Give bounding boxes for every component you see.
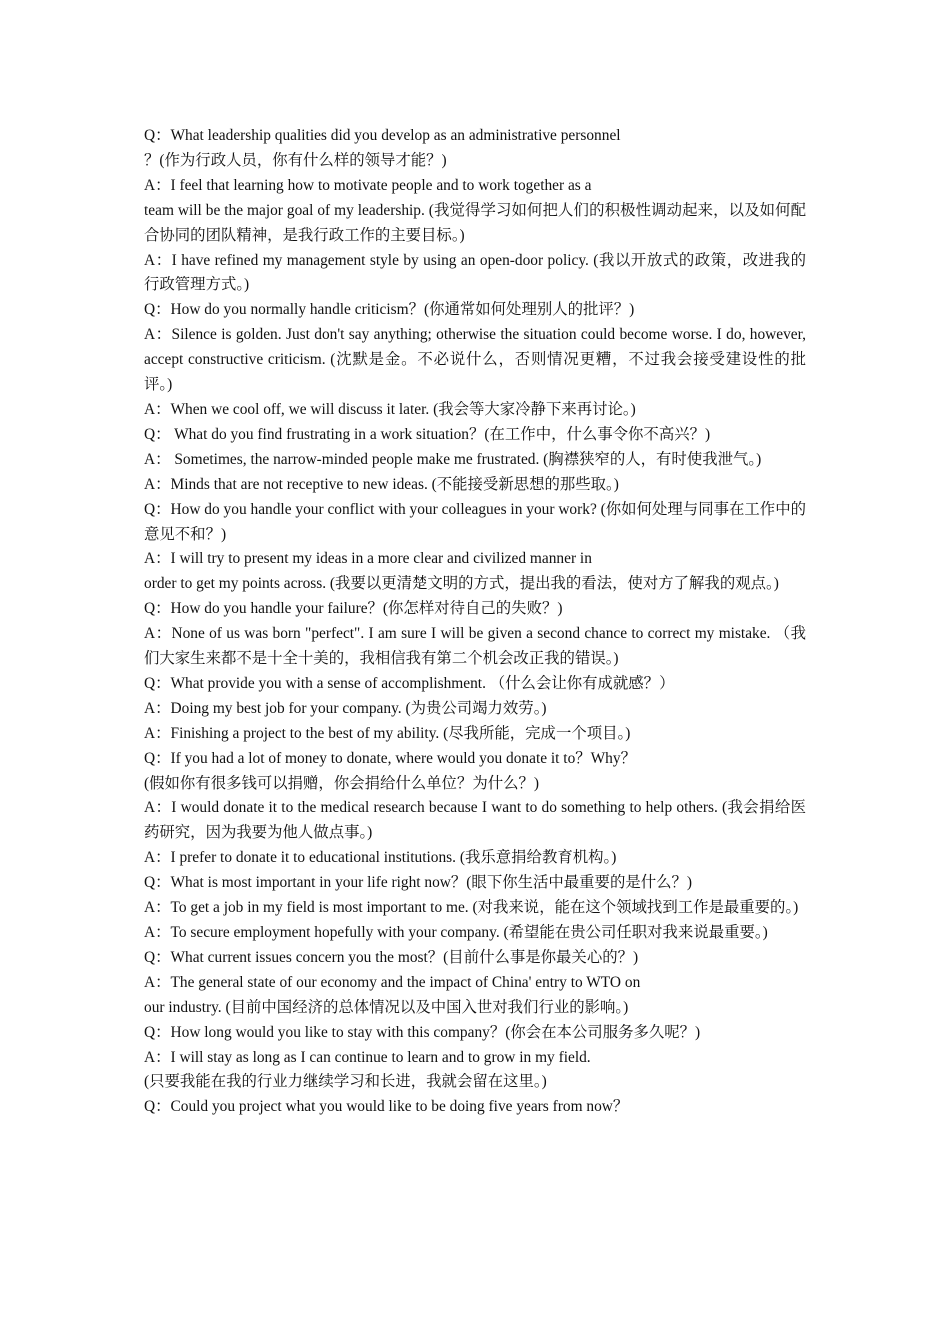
paragraph: A：When we cool off, we will discuss it later. (我会等大家冷静下来再讨论。) [144,400,636,418]
paragraph: Q：How do you normally handle criticism？(你通常如何处理别人的批评？) [144,301,635,319]
paragraph: A：I prefer to donate it to educational institutions. (我乐意捐给教育机构。) [144,849,617,867]
paragraph: A：Doing my best job for your company. (为贵公司竭力效劳。) [144,699,547,717]
paragraph: A： Sometimes, the narrow-minded people make me frustrated. (胸襟狭窄的人，有时使我泄气。) [144,450,762,468]
paragraph: A：I will try to present my ideas in a more clear and civilized manner in [144,550,592,568]
paragraph: A：I feel that learning how to motivate people and to work together as a [144,176,592,194]
paragraph: Q： What do you find frustrating in a work situation？(在工作中，什么事令你不高兴？) [144,425,711,443]
paragraph: ？(作为行政人员，你有什么样的领导才能？) [144,151,447,169]
paragraph: A：I will stay as long as I can continue to learn and to grow in my field. [144,1048,591,1066]
document-body [144,124,806,1120]
paragraph: A：Finishing a project to the best of my ability. (尽我所能，完成一个项目。) [144,724,631,742]
paragraph: A：To secure employment hopefully with your company. (希望能在贵公司任职对我来说最重要。) [144,924,768,941]
paragraph: A：Silence is golden. Just don't say anything; otherwise the situation could become worse. I do, however, accept constructive criticism. (沈默是金。不必说什么，否则情况更糟，不过我会接受建设性的批评。) [144,326,806,394]
paragraph: Q：How do you handle your failure？(你怎样对待自己的失败？) [144,600,563,618]
paragraph: order to get my points across. (我要以更清楚文明的方式，提出我的看法，使对方了解我的观点。) [144,575,779,593]
paragraph: Q：What is most important in your life right now？(眼下你生活中最重要的是什么？) [144,874,693,892]
paragraph: A：None of us was born "perfect". I am sure I will be given a second chance to correct my mistake. （我们大家生来都不是十全十美的，我相信我有第二个机会改正我的错误。) [144,625,806,668]
paragraph: A：Minds that are not receptive to new ideas. (不能接受新思想的那些取。) [144,475,619,493]
paragraph: A：The general state of our economy and the impact of China' entry to WTO on [144,973,641,991]
paragraph: (假如你有很多钱可以捐赠，你会捐给什么单位？为什么？) [144,774,540,792]
paragraph: A：To get a job in my field is most important to me. (对我来说，能在这个领域找到工作是最重要的。) [144,899,799,917]
paragraph: (只要我能在我的行业力继续学习和长进，我就会留在这里。) [144,1073,547,1091]
paragraph: Q：What current issues concern you the most？(目前什么事是你最关心的？) [144,948,639,966]
paragraph: Q：What provide you with a sense of accomplishment. （什么会让你有成就感？） [144,674,675,692]
paragraph: Q：How do you handle your conflict with your colleagues in your work? (你如何处理与同事在工作中的意见不和？) [144,500,806,543]
paragraph: team will be the major goal of my leadership. (我觉得学习如何把人们的积极性调动起来，以及如何配合协同的团队精神，是我行政工作的主要目标。) [144,201,806,244]
paragraph: Q：What leadership qualities did you develop as an administrative personnel [144,127,621,144]
paragraph: Q：Could you project what you would like to be doing five years from now？ [144,1098,629,1116]
paragraph: our industry. (目前中国经济的总体情况以及中国入世对我们行业的影响。) [144,998,629,1016]
paragraph: A：I would donate it to the medical research because I want to do something to help others. (我会捐给医药研究，因为我要为他人做点事。) [144,799,806,842]
paragraph: Q：How long would you like to stay with this company？(你会在本公司服务多久呢？) [144,1023,701,1041]
paragraph: A：I have refined my management style by using an open-door policy. (我以开放式的政策，改进我的行政管理方式。) [144,251,806,294]
paragraph: Q：If you had a lot of money to donate, where would you donate it to？Why？ [144,749,636,767]
